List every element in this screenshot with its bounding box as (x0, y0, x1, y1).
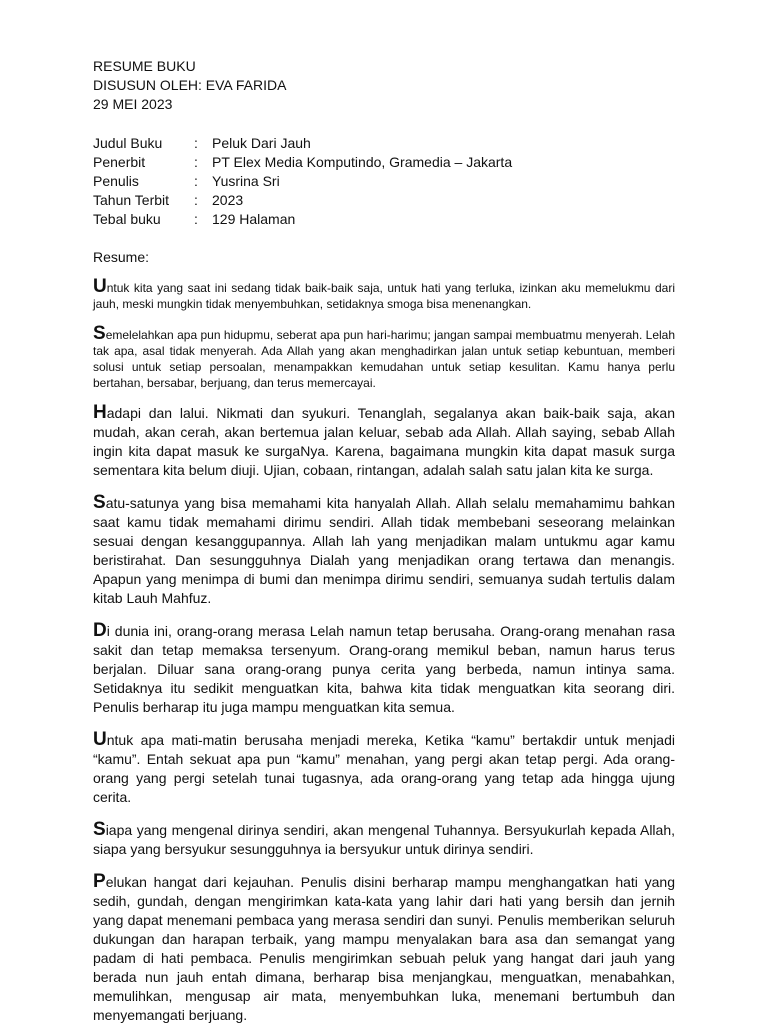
paragraph-initial: S (93, 819, 106, 840)
paragraph-text: ntuk kita yang saat ini sedang tidak baik-baik saja, untuk hati yang terluka, izinkan aku memelukmu dari jauh, meski mungkin tidak menyembuhkan, setidaknya smoga bisa menenangkan. (93, 281, 675, 311)
document-date: 29 MEI 2023 (93, 96, 173, 112)
book-info-row-title (93, 134, 675, 153)
resume-paragraph (93, 872, 675, 1025)
book-info-colon: : (194, 135, 198, 151)
resume-paragraph (93, 621, 675, 717)
paragraph-text: ntuk apa mati-matin berusaha menjadi mereka, Ketika “kamu” bertakdir untuk menjadi “kamu”. Entah sekuat apa pun “kamu” menahan, yang pergi akan tetap pergi. Ada orang-orang yang pergi setelah tunai tugasnya, ada orang-orang yang tetap ada hingga ujung cerita. (93, 732, 675, 805)
resume-paragraph (93, 403, 675, 480)
paragraph-text: i dunia ini, orang-orang merasa Lelah namun tetap berusaha. Orang-orang menahan rasa sakit dan tetap memaksa tersenyum. Orang-orang memikul beban, namun harus terus berjalan. Diluar sana orang-orang punya cerita yang berbeda, namun intinya sama. Setidaknya itu sedikit menguatkan kita, bahwa kita tidak menguatkan kita seorang diri. Penulis berharap itu juga mampu menguatkan kita semua. (93, 623, 675, 715)
book-info-colon: : (194, 173, 198, 189)
resume-paragraph (93, 323, 675, 391)
book-info-label: Penulis (93, 173, 139, 189)
paragraph-initial: H (93, 402, 107, 423)
book-info-colon: : (194, 154, 198, 170)
book-info-table (93, 134, 675, 229)
book-info-row-publisher (93, 153, 675, 172)
book-info-value: Peluk Dari Jauh (212, 135, 311, 151)
book-info-row-year (93, 191, 675, 210)
resume-heading: Resume: (93, 249, 150, 265)
resume-paragraph (93, 820, 675, 859)
book-info-colon: : (194, 211, 198, 227)
paragraph-initial: U (93, 276, 107, 297)
paragraph-initial: U (93, 729, 107, 750)
book-info-label: Tahun Terbit (93, 192, 170, 208)
resume-paragraph (93, 276, 675, 312)
paragraph-initial: S (93, 492, 106, 513)
book-info-value: 129 Halaman (212, 211, 296, 227)
paragraph-text: emelelahkan apa pun hidupmu, seberat apa pun hari-harimu; jangan sampai membuatmu menyerah. Lelah tak apa, asal tidak menyerah. Ada Allah yang akan menghadirkan jalan untuk setiap kebuntuan, memberi solusi untuk setiap persoalan, menampakkan kemudahan untuk setiap kesulitan. Kamu hanya perlu bertahan, bersabar, berjuang, dan terus memercayai. (93, 328, 675, 390)
document-title: RESUME BUKU (93, 58, 196, 74)
paragraph-initial: D (93, 620, 107, 641)
paragraph-text: atu-satunya yang bisa memahami kita hanyalah Allah. Allah selalu memahamimu bahkan saat kamu tidak memahami dirimu sendiri. Allah tidak membebani seseorang melainkan sesuai dengan kesanggupannya. Allah lah yang menjadikan malam untukmu agar kamu beristirahat. Dan sesungguhnya Dialah yang menjadikan orang tertawa dan menangis. Apapun yang menimpa di bumi dan menimpa dirimu sendiri, semuanya sudah tertulis dalam kitab Lauh Mahfuz. (93, 495, 675, 606)
book-info-label: Penerbit (93, 154, 146, 170)
paragraph-text: adapi dan lalui. Nikmati dan syukuri. Tenanglah, segalanya akan baik-baik saja, akan mudah, akan cerah, akan bertemua jalan keluar, sebab ada Allah. Allah saying, sebab Allah ingin kita dapat masuk ke surgaNya. Karena, bagaimana mungkin kita dapat masuk surga sementara kita belum diuji. Ujian, cobaan, rintangan, adalah salah satu jalan kita ke surga. (93, 405, 675, 478)
paragraph-text: elukan hangat dari kejauhan. Penulis disini berharap mampu menghangatkan hati yang sedih, gundah, dengan mengirimkan kata-kata yang lahir dari hati yang bersih dan jernih yang dapat menemani pembaca yang merasa sendiri dan sunyi. Penulis memberikan seluruh dukungan dan harapan terbaik, yang mampu menyalakan bara asa dan semangat yang padam di hati pembaca. Penulis mengirimkan sebuah peluk yang hangat dari jauh yang berada nun jauh entah dimana, berharap bisa menjangkau, menguatkan, menabahkan, memulihkan, mengusap air mata, menyembuhkan luka, menemani bertumbuh dan menyemangati berjuang. (93, 874, 675, 1023)
author-line: DISUSUN OLEH: EVA FARIDA (93, 77, 287, 93)
book-info-row-pages (93, 210, 675, 229)
resume-paragraph (93, 730, 675, 807)
book-info-label: Judul Buku (93, 135, 163, 151)
book-info-colon: : (194, 192, 198, 208)
paragraph-text: iapa yang mengenal dirinya sendiri, akan mengenal Tuhannya. Bersyukurlah kepada Allah, siapa yang bersyukur sesungguhnya ia bersyukur untuk dirinya sendiri. (93, 822, 675, 857)
book-info-label: Tebal buku (93, 211, 161, 227)
document-header (93, 57, 675, 114)
book-info-row-writer (93, 172, 675, 191)
paragraph-initial: P (93, 871, 106, 892)
document-page (93, 57, 675, 1025)
book-info-value: 2023 (212, 192, 244, 208)
paragraph-initial: S (93, 323, 106, 344)
book-info-value: PT Elex Media Komputindo, Gramedia – Jakarta (212, 154, 513, 170)
resume-paragraph (93, 493, 675, 608)
book-info-value: Yusrina Sri (212, 173, 280, 189)
